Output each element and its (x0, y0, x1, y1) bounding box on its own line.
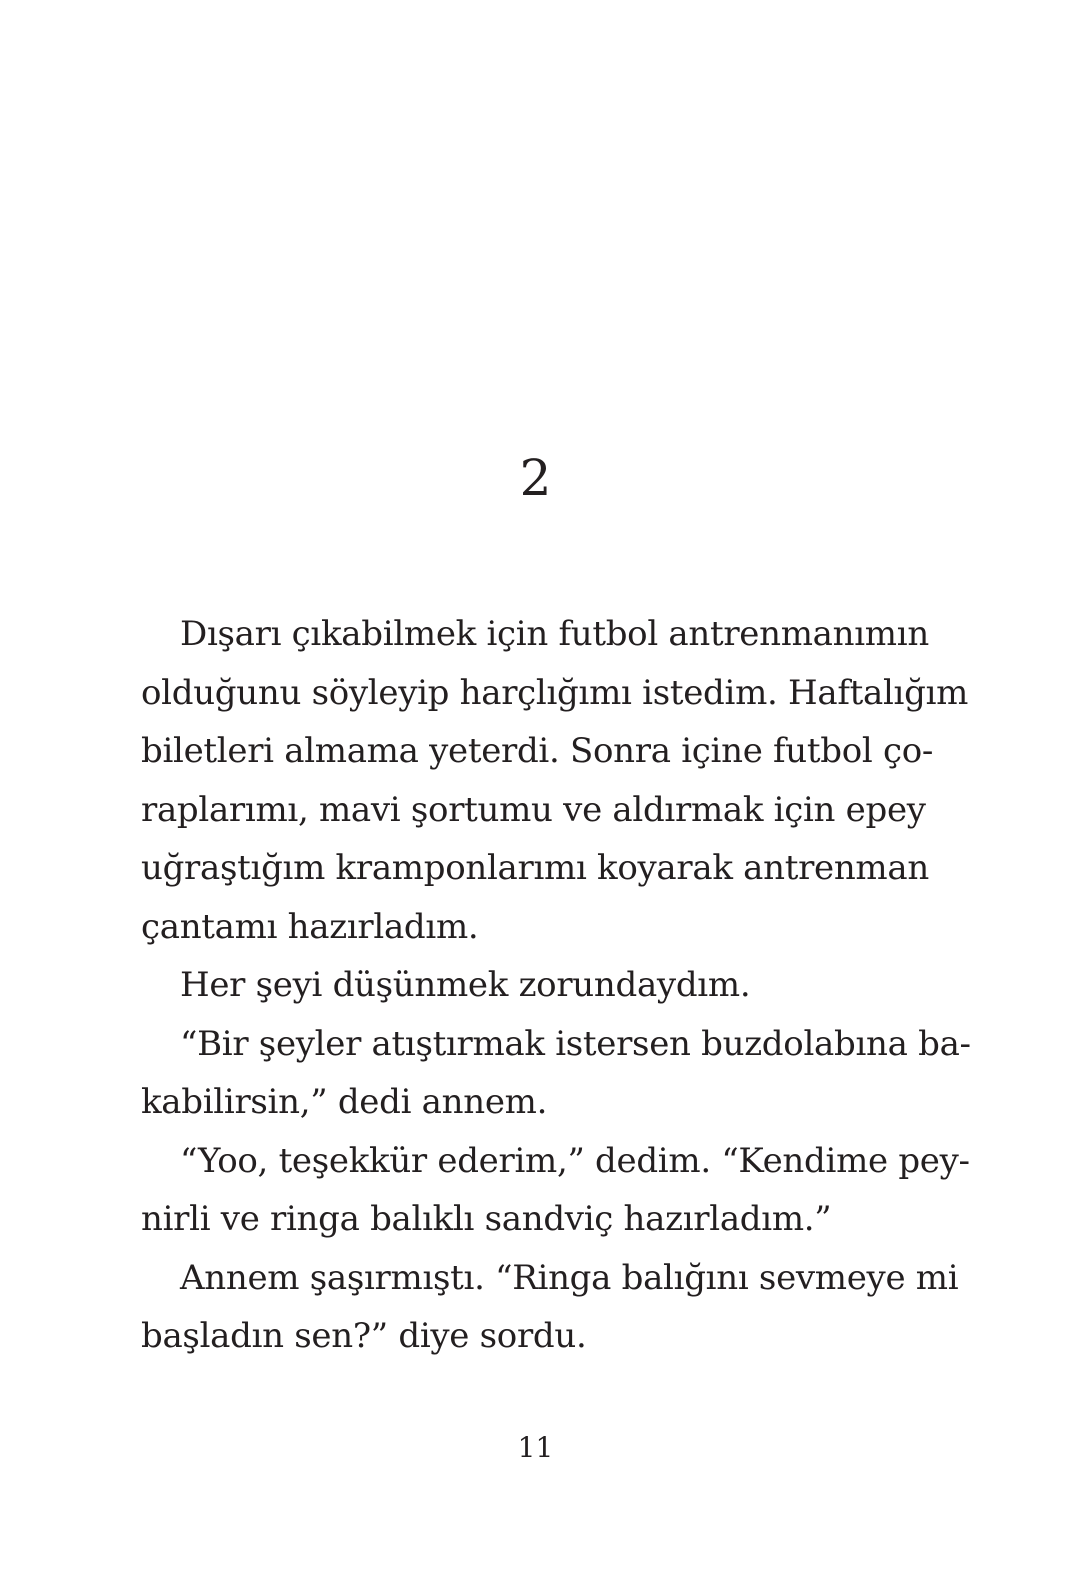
text-line: “Yoo, teşekkür ederim,” dedim. “Kendime pey- (180, 1140, 970, 1181)
page-number: 11 (517, 1431, 554, 1464)
text-line: başladın sen?” diye sordu. (141, 1316, 587, 1356)
text-line: kabilirsin,” dedi annem. (141, 1082, 548, 1122)
text-line: olduğunu söyleyip harçlığımı istedim. Haftalığım (141, 672, 969, 713)
paragraph-3 (141, 1015, 971, 1132)
paragraph-2 (141, 956, 920, 1015)
text-line: nirli ve ringa balıklı sandviç hazırladım.” (141, 1199, 832, 1239)
body-text (141, 605, 971, 1366)
paragraph-5 (141, 1249, 959, 1366)
text-line: raplarımı, mavi şortumu ve aldırmak için epey (141, 789, 926, 830)
text-line: biletleri almama yeterdi. Sonra içine futbol ço- (141, 731, 934, 771)
chapter-number: 2 (519, 449, 552, 507)
text-line: Dışarı çıkabilmek için futbol antrenmanımın (180, 614, 929, 654)
paragraph-1 (141, 605, 969, 956)
text-line: Her şeyi düşünmek zorundaydım. (180, 965, 751, 1005)
text-line: “Bir şeyler atıştırmak istersen buzdolabına ba- (180, 1023, 971, 1064)
text-line: çantamı hazırladım. (141, 906, 479, 947)
paragraph-4 (141, 1132, 970, 1249)
text-line: uğraştığım kramponlarımı koyarak antrenman (141, 848, 929, 888)
text-line: Annem şaşırmıştı. “Ringa balığını sevmeye mi (180, 1257, 959, 1298)
